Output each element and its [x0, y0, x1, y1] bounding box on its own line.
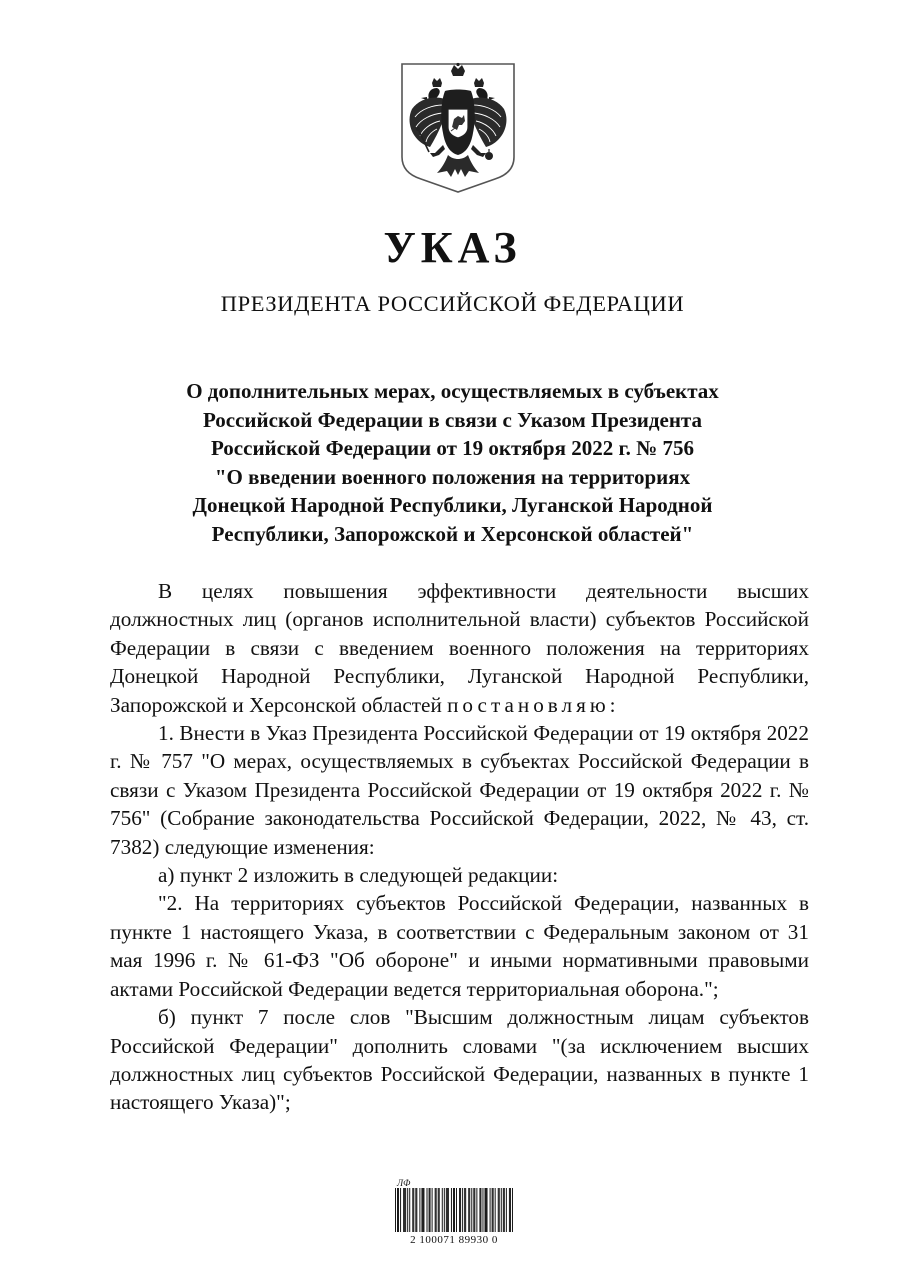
coat-of-arms-icon: [399, 61, 517, 195]
barcode-initials: ЛФ: [397, 1178, 411, 1188]
barcode-icon: [395, 1188, 513, 1232]
item-a-paragraph: а) пункт 2 изложить в следующей редакции:: [158, 863, 559, 888]
decree-heading: [130, 377, 775, 549]
item-b-paragraph: б) пункт 7 после слов "Высшим должностным лицам субъектов Российской Федерации" дополнить словами "(за исключением высших должностных лиц субъектов Российской Федерации, названных в пункте 1 настоящего Указа)";: [110, 1005, 809, 1115]
document-subtitle: ПРЕЗИДЕНТА РОССИЙСКОЙ ФЕДЕРАЦИИ: [220, 291, 685, 316]
barcode-block: [391, 1178, 517, 1248]
heading-line: "О введении военного положения на территориях: [214, 464, 691, 489]
item-1-paragraph: 1. Внести в Указ Президента Российской Федерации от 19 октября 2022 г. № 757 "О мерах, осуществляемых в субъектах Российской Федерации в связи с Указом Президента Российской Федерации от 19 октября 2022 г. № 756" (Собрание законодательства Российской Федерации, 2022, № 43, ст. 7382) следующие изменения:: [110, 721, 809, 859]
heading-line: Российской Федерации в связи с Указом Президента: [202, 407, 703, 432]
coat-of-arms-emblem: [399, 61, 517, 195]
intro-paragraph: [110, 577, 809, 719]
decree-verb: постановляю:: [447, 692, 620, 717]
heading-line: Российской Федерации от 19 октября 2022 г. № 756: [211, 436, 694, 461]
decree-body: [110, 577, 809, 1117]
document-title: УКАЗ: [383, 223, 522, 272]
quoted-clause-2-paragraph: "2. На территориях субъектов Российской Федерации, названных в пункте 1 настоящего Указа, в соответствии с Федеральным законом от 31 мая 1996 г. № 61-ФЗ "Об обороне" и иными нормативными правовыми актами Российской Федерации ведется территориальная оборона.";: [110, 891, 809, 1001]
heading-line: Республики, Запорожской и Херсонской областей": [211, 521, 694, 546]
barcode-number: 2 100071 89930 0: [410, 1234, 498, 1246]
heading-line: О дополнительных мерах, осуществляемых в субъектах: [186, 379, 719, 403]
intro-text: В целях повышения эффективности деятельности высших должностных лиц (органов исполнительной власти) субъектов Российской Федерации в связи с введением военного положения на территориях Донецкой Народной Республики, Луганской Народной Республики, Запорожской и Херсонской областей: [110, 579, 809, 717]
heading-line: Донецкой Народной Республики, Луганской Народной: [192, 493, 713, 518]
